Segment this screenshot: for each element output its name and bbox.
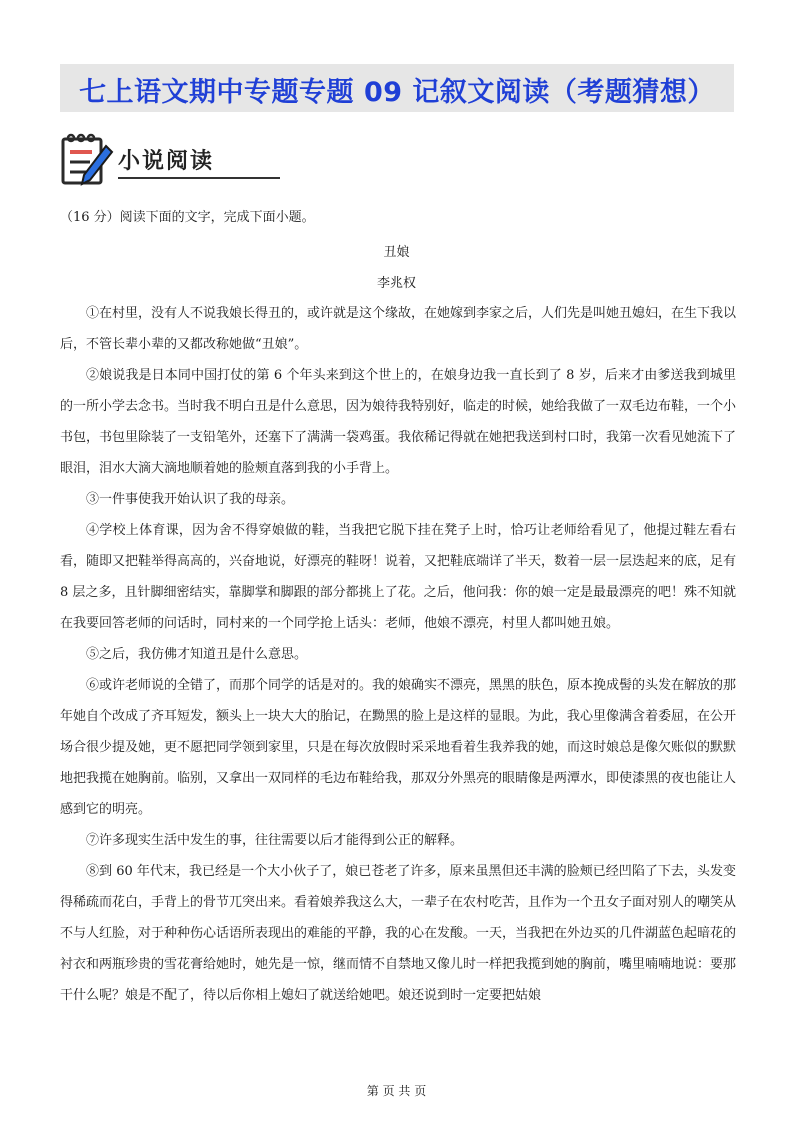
section-badge <box>60 130 230 190</box>
page-footer: 第 页 共 页 <box>366 1084 427 1098</box>
page-title: 七上语文期中专题专题 09 记叙文阅读（考题猜想） <box>79 77 715 108</box>
paragraph: ④学校上体育课，因为舍不得穿娘做的鞋，当我把它脱下挂在凳子上时，恰巧让老师给看见了，他提过鞋左看右看，随即又把鞋举得高高的，兴奋地说，好漂亮的鞋呀！说着，又把鞋底端详了半天，数着一层一层迭起来的底，足有 8 层之多，且针脚细密结实，靠脚掌和脚跟的部分都挑上了花。之后，他问我：你的娘一定是最最漂亮的吧！殊不知就在我要回答老师的问话时，同村来的一个同学抢上话头：老师，他娘不漂亮，村里人都叫她丑娘。 <box>60 523 737 631</box>
paragraph: ⑥或许老师说的全错了，而那个同学的话是对的。我的娘确实不漂亮，黑黑的肤色，原本挽成髻的头发在解放的那年她自个改成了齐耳短发，额头上一块大大的胎记，在黝黑的脸上是这样的显眼。为此，我心里像满含着委屈，在公开场合很少提及她，更不愿把同学领到家里，只是在每次放假时采采地看着生我养我的她，而这时娘总是像欠账似的默默地把我揽在她胸前。临别，又拿出一双同样的毛边布鞋给我，那双分外黑亮的眼睛像是两潭水，即使漆黑的夜也能让人感到它的明亮。 <box>60 678 737 817</box>
paragraph: ①在村里，没有人不说我娘长得丑的，或许就是这个缘故，在她嫁到李家之后，人们先是叫她丑媳妇，在生下我以后，不管长辈小辈的又都改称她做“丑娘”。 <box>60 306 737 352</box>
story-body <box>60 298 736 1011</box>
story-author: 李兆权 <box>376 276 416 291</box>
paragraph: ⑤之后，我仿佛才知道丑是什么意思。 <box>86 647 308 662</box>
question-intro: （16 分）阅读下面的文字，完成下面小题。 <box>60 210 315 225</box>
badge-underline <box>118 177 280 179</box>
story-title: 丑娘 <box>383 245 410 260</box>
title-banner <box>60 64 734 112</box>
paragraph: ⑧到 60 年代末，我已经是一个大小伙子了，娘已苍老了许多，原来虽黑但还丰满的脸颊已经凹陷了下去，头发变得稀疏而花白，手背上的骨节兀突出来。看着娘养我这么大，一辈子在农村吃苦，且作为一个丑女子面对别人的嘲笑从不与人红脸，对于种种伤心话语所表现出的难能的平静，我的心在发酸。一天，当我把在外边买的几件湖蓝色起暗花的衬衣和两瓶珍贵的雪花膏给她时，她先是一惊，继而情不自禁地又像儿时一样把我揽到她的胸前，嘴里喃喃地说：要那干什么呢？娘是不配了，待以后你相上媳妇了就送给她吧。娘还说到时一定要把姑娘 <box>60 864 737 1003</box>
paragraph: ②娘说我是日本同中国打仗的第 6 个年头来到这个世上的，在娘身边我一直长到了 8 岁，后来才由爹送我到城里的一所小学去念书。当时我不明白丑是什么意思，因为娘待我特别好，临走的时候，她给我做了一双毛边布鞋，一个小书包，书包里除装了一支铅笔外，还塞下了满满一袋鸡蛋。我依稀记得就在她把我送到村口时，我第一次看见她流下了眼泪，泪水大滴大滴地顺着她的脸颊直落到我的小手背上。 <box>60 368 737 476</box>
paragraph: ③一件事使我开始认识了我的母亲。 <box>86 492 295 507</box>
section-badge-label: 小说阅读 <box>118 149 215 174</box>
notepad-pencil-icon <box>60 130 114 188</box>
paragraph: ⑦许多现实生活中发生的事，往往需要以后才能得到公正的解释。 <box>86 833 464 848</box>
